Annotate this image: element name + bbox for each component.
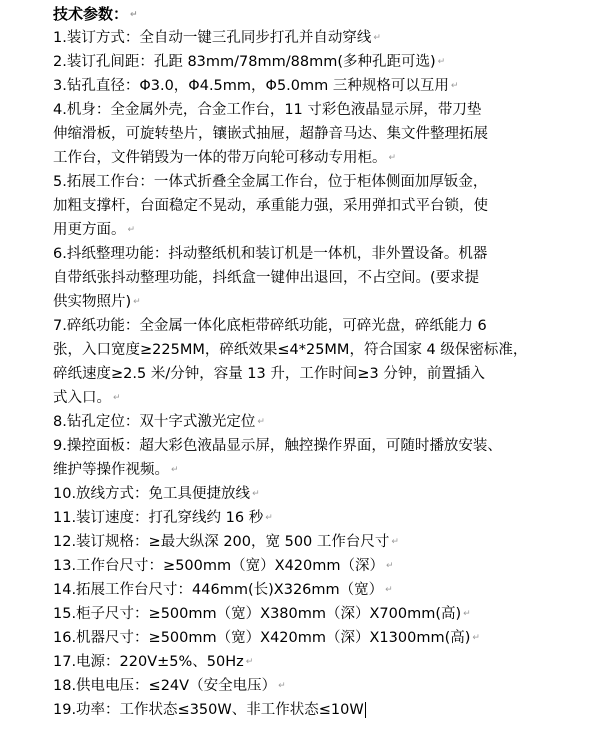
spec-line-5-end: 用更方面。 ↵ [53, 218, 601, 242]
paragraph-mark-icon: ↵ [388, 153, 397, 163]
spec-line-9-end: 维护等操作视频。 ↵ [53, 458, 601, 482]
spec-line-7-end: 式入口。 ↵ [53, 386, 601, 410]
paragraph-mark-icon: ↵ [373, 33, 381, 43]
spec-line-15: 15.柜子尺寸：≥500mm（宽）X380mm（深）X700mm(高) ↵ [53, 602, 601, 626]
spec-line-19[interactable]: 19.功率：工作状态≤350W、非工作状态≤10W [53, 702, 364, 718]
spec-line-12: 12.装订规格：≥最大纵深 200，宽 500 工作台尺寸 ↵ [53, 530, 601, 554]
spec-line-14: 14.拓展工作台尺寸：446mm(长)X326mm（宽） ↵ [53, 578, 601, 602]
spec-line-6-end: 供实物照片) ↵ [53, 290, 601, 314]
paragraph-mark-icon: ↵ [127, 225, 136, 235]
spec-line-7-cont: 张，入口宽度≥225MM，碎纸效果≤4*25MM，符合国家 4 级保密标准， [53, 342, 528, 358]
paragraph-mark-icon: ↵ [278, 681, 286, 691]
spec-line-2: 2.装订孔间距：孔距 83mm/78mm/88mm(多种孔距可选) ↵ [53, 50, 601, 74]
spec-line-5-cont: 加粗支撑杆，台面稳定不晃动，承重能力强，采用弹扣式平台锁，使 [53, 198, 488, 214]
spec-line-7-cont2: 碎纸速度≥2.5 米/分钟，容量 13 升，工作时间≥3 分钟，前置插入 [53, 366, 485, 382]
spec-line-17: 17.电源：220V±5%、50Hz ↵ [53, 650, 601, 674]
paragraph-mark-icon: ↵ [252, 489, 260, 499]
spec-line-16: 16.机器尺寸：≥500mm（宽）X420mm（深）X1300mm(高) ↵ [53, 626, 601, 650]
spec-line-4-cont: 伸缩滑板，可旋转垫片，镶嵌式抽屉，超静音马达、集文件整理拓展 [53, 126, 488, 142]
spec-line-7: 7.碎纸功能：全金属一体化底柜带碎纸功能，可碎光盘，碎纸能力 6 [53, 318, 487, 334]
paragraph-mark-icon: ↵ [463, 609, 471, 619]
paragraph-mark-icon: ↵ [130, 9, 138, 20]
spec-line-8: 8.钻孔定位：双十字式激光定位 ↵ [53, 410, 601, 434]
spec-line-5: 5.拓展工作台：一体式折叠全金属工作台，位于柜体侧面加厚钣金， [53, 174, 488, 190]
paragraph-mark-icon: ↵ [437, 57, 446, 67]
paragraph-mark-icon: ↵ [113, 393, 121, 403]
section-title: 技术参数： ↵ [53, 2, 601, 26]
paragraph-mark-icon: ↵ [257, 417, 265, 427]
paragraph-mark-icon: ↵ [472, 633, 480, 643]
paragraph-mark-icon: ↵ [245, 657, 254, 667]
paragraph-mark-icon: ↵ [450, 81, 459, 91]
paragraph-mark-icon: ↵ [386, 561, 394, 571]
spec-line-4-end: 工作台，文件销毁为一体的带万向轮可移动专用柜。 ↵ [53, 146, 601, 170]
spec-line-6: 6.抖纸整理功能：抖动整纸机和装订机是一体机，非外置设备。机器 [53, 246, 488, 262]
paragraph-mark-icon: ↵ [391, 537, 399, 547]
paragraph-mark-icon: ↵ [133, 297, 141, 307]
paragraph-mark-icon: ↵ [171, 465, 179, 475]
spec-line-3: 3.钻孔直径：Φ3.0，Φ4.5mm，Φ5.0mm 三种规格可以互用 ↵ [53, 74, 601, 98]
spec-line-18: 18.供电电压：≤24V（安全电压） ↵ [53, 674, 601, 698]
spec-line-1: 1.装订方式：全自动一键三孔同步打孔并自动穿线 ↵ [53, 26, 601, 50]
spec-line-13: 13.工作台尺寸：≥500mm（宽）X420mm（深） ↵ [53, 554, 601, 578]
spec-line-10: 10.放线方式：免工具便捷放线 ↵ [53, 482, 601, 506]
spec-line-11: 11.装订速度：打孔穿线约 16 秒 ↵ [53, 506, 601, 530]
spec-line-9: 9.操控面板：超大彩色液晶显示屏，触控操作界面，可随时播放安装、 [53, 438, 502, 454]
text-cursor [365, 702, 366, 718]
paragraph-mark-icon: ↵ [385, 585, 393, 595]
spec-line-6-cont: 自带纸张抖动整理功能，抖纸盒一键伸出退回，不占空间。(要求提 [53, 270, 480, 286]
paragraph-mark-icon: ↵ [265, 513, 273, 523]
spec-line-4: 4.机身：全金属外壳，合金工作台，11 寸彩色液晶显示屏，带刀垫 [53, 102, 482, 118]
